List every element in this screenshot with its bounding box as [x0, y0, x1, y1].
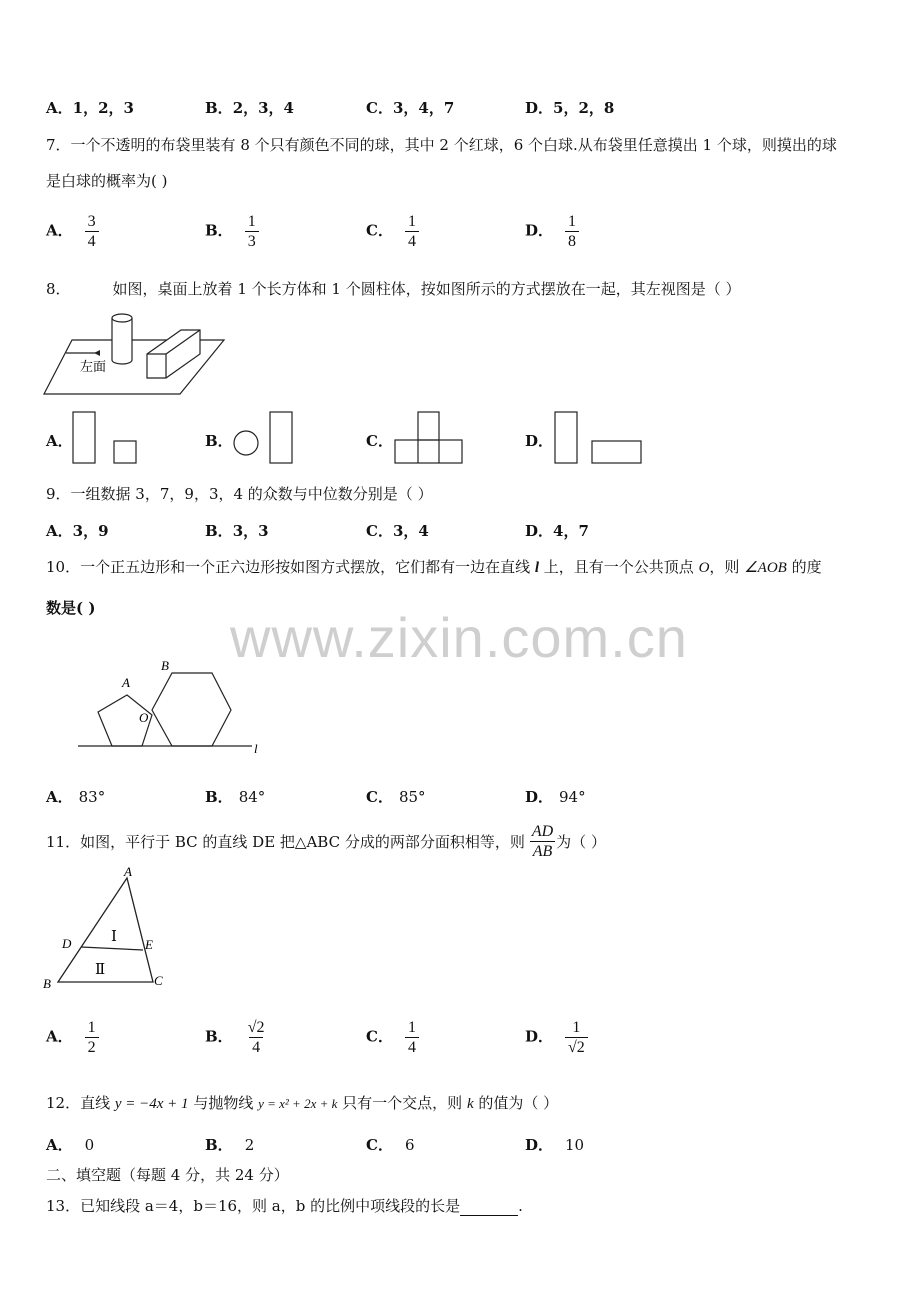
q8-option-a-figure — [70, 410, 140, 468]
q10-figure — [76, 655, 266, 755]
q12-option-b: B． 2 — [205, 1136, 255, 1154]
q7-option-a: A． $\frac{3}{4}$ — [46, 212, 99, 251]
q10-option-c: C． 85° — [366, 788, 426, 806]
q10-option-d: D． 94° — [525, 788, 586, 806]
q8-option-c-figure — [392, 410, 466, 468]
q7-option-d: D． $\frac{1}{8}$ — [525, 212, 579, 251]
q11-label-c: C — [154, 973, 163, 988]
q8-figure — [40, 310, 240, 400]
q10-label-b: B — [161, 658, 169, 673]
q6-option-c: C．3，4，7 — [366, 99, 455, 117]
q12-option-c: C． 6 — [366, 1136, 415, 1154]
q8-option-b-figure — [230, 410, 300, 468]
q6-option-d: D．5，2，8 — [525, 99, 615, 117]
q11-label-e: E — [145, 937, 153, 952]
q12-option-d: D． 10 — [525, 1136, 585, 1154]
q8-option-a: A． — [46, 432, 73, 450]
q11-region-i: Ⅰ — [111, 927, 117, 945]
q10-label-a: A — [122, 675, 130, 690]
q8-option-d: D． — [525, 432, 554, 450]
q11-option-b: B． $\frac{√2}{4}$ — [205, 1019, 265, 1056]
q11-option-d: D． $\frac{1}{√2}$ — [525, 1018, 588, 1057]
q8-left-face-label: 左面 — [80, 360, 107, 375]
q8-option-b: B． — [205, 432, 233, 450]
q11-option-a: A． $\frac{1}{2}$ — [46, 1018, 99, 1057]
q13-stem: 13．已知线段 a＝4，b＝16，则 a，b 的比例中项线段的长是 . — [46, 1197, 523, 1215]
q11-label-d: D — [62, 936, 72, 951]
q11-figure — [40, 866, 170, 991]
q7-stem-line2: 是白球的概率为( ) — [46, 172, 168, 190]
q8-option-c: C． — [366, 432, 393, 450]
q9-option-d: D．4，7 — [525, 522, 589, 540]
q7-stem-line1: 7．一个不透明的布袋里装有 8 个只有颜色不同的球，其中 2 个红球，6 个白球.从布袋里任意摸出 1 个球，则摸出的球 — [46, 136, 837, 154]
q11-label-a: A — [124, 864, 132, 879]
q10-option-a: A． 83° — [46, 788, 106, 806]
q10-stem-line1: 10．一个正五边形和一个正六边形按如图方式摆放，它们都有一边在直线 l 上，且有一个公共顶点 O，则 ∠AOB 的度 — [46, 558, 822, 576]
q11-label-b: B — [43, 976, 51, 991]
q13-answer-blank[interactable] — [460, 1201, 518, 1216]
q7-option-c: C． $\frac{1}{4}$ — [366, 212, 419, 251]
q10-label-l: l — [254, 741, 258, 756]
q6-option-a: A．1，2，3 — [46, 99, 134, 117]
q9-option-a: A．3，9 — [46, 522, 109, 540]
q9-stem: 9．一组数据 3，7，9，3，4 的众数与中位数分别是（ ） — [46, 485, 433, 503]
q11-region-ii: Ⅱ — [95, 960, 106, 978]
q8-stem: 8． 如图，桌面上放着 1 个长方体和 1 个圆柱体，按如图所示的方式摆放在一起，其左视图是（ ） — [46, 280, 741, 298]
q12-stem: 12．直线 y = −4x + 1 与抛物线 y = x² + 2x + k 只有一个交点，则 k 的值为（ ） — [46, 1094, 559, 1112]
q10-label-o: O — [139, 710, 149, 725]
q11-stem: 11．如图，平行于 BC 的直线 DE 把△ABC 分成的两部分面积相等，则 $\frac{AD}{AB}$ 为（ ） — [46, 823, 606, 860]
q11-option-c: C． $\frac{1}{4}$ — [366, 1018, 419, 1057]
q10-stem-line2: 数是( ) — [46, 599, 96, 617]
q9-option-b: B．3，3 — [205, 522, 269, 540]
q9-option-c: C．3，4 — [366, 522, 429, 540]
q8-option-d-figure — [552, 410, 646, 468]
q7-option-b: B． $\frac{1}{3}$ — [205, 212, 259, 251]
watermark: www.zixin.com.cn — [230, 606, 688, 669]
q12-option-a: A． 0 — [46, 1136, 95, 1154]
q10-option-b: B． 84° — [205, 788, 266, 806]
section-title-fill-in: 二、填空题（每题 4 分，共 24 分） — [46, 1166, 289, 1184]
q6-option-b: B．2，3，4 — [205, 99, 294, 117]
